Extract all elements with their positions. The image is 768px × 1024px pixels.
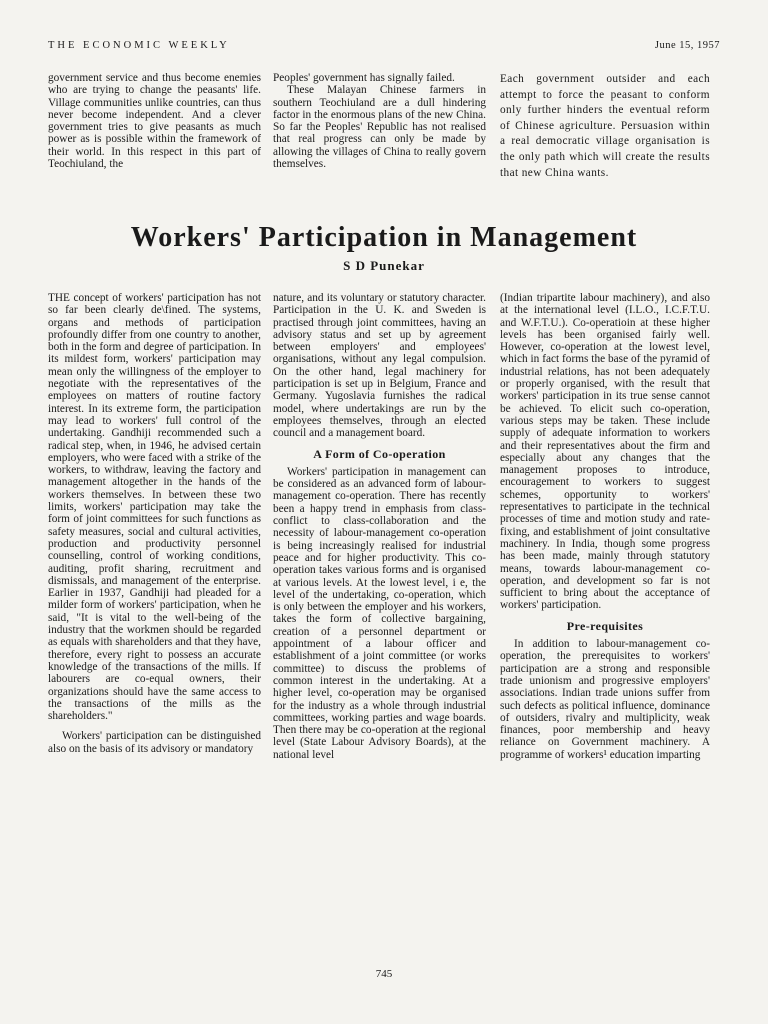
paragraph: (Indian tripartite labour machinery), and also at the international level (I.L.O., I.C.F.T.U. and W.F.T.U.). Co-operatioin at these higher levels has been organised fairly well. However, co-operation at the lowest level, which in fact forms the base of the pyramid of industrial relations, has not been adequately or properly organised, with the result that workers' participation in its true sense cannot be achieved. To elicit such co-operation, various steps may be taken. These include supply of adequate information to workers and their representatives about the firm and especially about any changes that the management proposes to introduce, encouragement to workers to suggest schemes, opportunity to workers' representatives to participate in the technical processes of time and motion study and rate-fixing, and establishment of joint consultative machinery. In India, though some progress has been made, mainly through statutory means, towards labour-management co-operation, and development so far is not sufficient to bring about the acceptance of workers' participation. (500, 292, 710, 612)
issue-date: June 15, 1957 (654, 40, 720, 51)
article-author: S D Punekar (343, 258, 425, 273)
continued-article-column-2 (273, 72, 486, 216)
paragraph: Workers' participation can be distinguished also on the basis of its advisory or mandatory (48, 730, 261, 755)
paragraph: In addition to labour-management co-operation, the prerequisites to workers' participation are a strong and responsible trade unionism and progressive employers' associations. Indian trade unions suffer from such defects as political influence, dominance of outsiders, rivalry and multiplicity, weak finances, poor membership and heavy reliance on Government machinery. A programme of workers¹ education imparting (500, 638, 710, 761)
continued-article-column-1 (48, 72, 261, 216)
paragraph: Each government outsider and each attempt to force the peasant to conform only further hinders the eventual reform of Chinese agriculture. Persuasion within a real democratic village organisation is the only path which will create the results that new China wants. (500, 73, 710, 179)
paragraph: government service and thus become enemies who are trying to change the peasants' life. Village communities unlike countries, can thus never become independent. And a clever government tries to give peasants as much power as is possible within the framework of their world. In this respect in this part of Teochiuland, the (48, 72, 261, 171)
section-heading: Pre-requisites (566, 618, 644, 633)
article-column-2 (273, 292, 486, 962)
section-heading: A Form of Co-operation (313, 446, 446, 461)
paragraph: Peoples' government has signally failed. (273, 72, 455, 84)
paragraph: nature, and its voluntary or statutory character. Participation in the U. K. and Sweden is practised through joint committees, having an advisory status and set up by agreement between employers' and employees' organisations, without any legal compulsion. On the other hand, legal machinery for participation is set up in Belgium, France and Germany. Yugoslavia furnishes the radical model, where undertakings are run by the employees themselves, through an elected council and a management board. (273, 292, 486, 440)
paragraph: THE concept of workers' participation has not so far been clearly de\fined. The systems, organs and methods of participation profoundly differ from one country to another, both in the form and degree of participation. In its mildest form, workers' participation may mean only the willingness of the employer to negotiate with the representatives of the employees on matters of routine factory interest. In its extreme form, the participation may lead to workers' full control of the undertaking. Gandhiji recommended such a radical step, when, in 1946, he advised certain employers, who were faced with a strike of the workers, to withdraw, leaving the factory and management altogether in the hands of the workers themselves. In between these two limits, workers' participation may take the form of joint committees for such functions as safety measures, social and cultural activities, production and productivity personnel counselling, control of working conditions, auditing, profit sharing, recruitment and dismissals, and management of the enterprise. Earlier in 1937, Gandhiji had pleaded for a milder form of workers' participation, when he said, "It is vital to the well-being of the industry that the workmen should be regarded as equals with shareholders and that they have, therefore, every right to possess an accurate knowledge of the transactions of the mills. If labourers are co-equal owners, their organizations should have the same access to the transactions of the mills as the shareholders." (48, 292, 261, 723)
journal-name: THE ECONOMIC WEEKLY (48, 40, 230, 51)
page-number: 745 (375, 968, 393, 980)
running-header (48, 40, 720, 56)
article-column-3 (500, 292, 710, 962)
article-title: Workers' Participation in Management (130, 222, 638, 253)
paragraph: Workers' participation in management can be considered as an advanced form of labour-management co-operation. There has recently been a happy trend in emphasis from class-conflict to class-collaboration and the necessity of labour-management co-operation is being increasingly realised for industrial peace and for higher productivity. This co-operation takes various forms and is organised at various levels. At the lowest level, i e, the level of the undertaking, co-operation, which is only between the employer and his workers, takes the form of collective bargaining, creation of a personnel department or appointment of a labour officer and establishment of a joint committee (or works committee) to discuss the problems of common interest in the undertaking. At a higher level, co-operation may be organised for the industry as a whole through industrial committees, working parties and wage boards. Then there may be co-operation at the regional level (State Labour Advisory Boards), at the national level (273, 465, 486, 761)
article-column-1 (48, 292, 261, 962)
continued-article-column-3 (500, 72, 710, 216)
paragraph: These Malayan Chinese farmers in southern Teochiuland are a dull hindering factor in the enormous plans of the new China. So far the Peoples' Republic has not realised that real progress can only be made by allowing the villages of China to really govern themselves. (273, 84, 486, 171)
